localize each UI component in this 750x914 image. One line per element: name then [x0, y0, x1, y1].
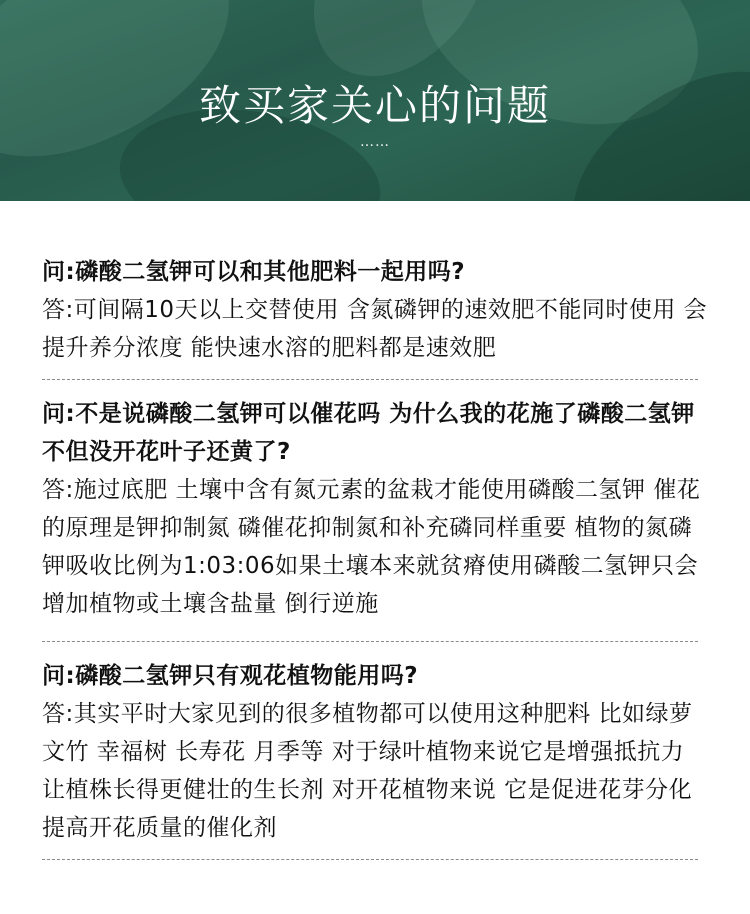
faq-divider: [42, 379, 698, 380]
faq-item: [42, 395, 708, 623]
faq-divider: [42, 859, 698, 860]
faq-answer: 答:施过底肥 土壤中含有氮元素的盆栽才能使用磷酸二氢钾 催花的原理是钾抑制氮 磷催花抑制氮和补充磷同样重要 植物的氮磷钾吸收比例为1:03:06如果土壤本来就贫瘠使用磷酸二氢钾只会增加植物或土壤含盐量 倒行逆施: [42, 477, 701, 617]
faq-question: 问:磷酸二氢钾只有观花植物能用吗?: [42, 663, 419, 689]
faq-item: [42, 253, 708, 367]
faq-item: [42, 657, 708, 847]
title-ellipsis: ……: [360, 134, 390, 150]
faq-answer: 答:可间隔10天以上交替使用 含氮磷钾的速效肥不能同时使用 会提升养分浓度 能快速水溶的肥料都是速效肥: [42, 297, 708, 361]
page-title: 致买家关心的问题: [198, 81, 551, 130]
faq-question: 问:不是说磷酸二氢钾可以催花吗 为什么我的花施了磷酸二氢钾不但没开花叶子还黄了?: [42, 401, 695, 465]
faq-question: 问:磷酸二氢钾可以和其他肥料一起用吗?: [42, 259, 466, 285]
header-banner: [0, 0, 750, 201]
faq-answer: 答:其实平时大家见到的很多植物都可以使用这种肥料 比如绿萝 文竹 幸福树 长寿花 月季等 对于绿叶植物来说它是增强抵抗力 让植株长得更健壮的生长剂 对开花植物来说 它是促进花芽分化 提高开花质量的催化剂: [42, 701, 693, 841]
faq-divider: [42, 641, 698, 642]
